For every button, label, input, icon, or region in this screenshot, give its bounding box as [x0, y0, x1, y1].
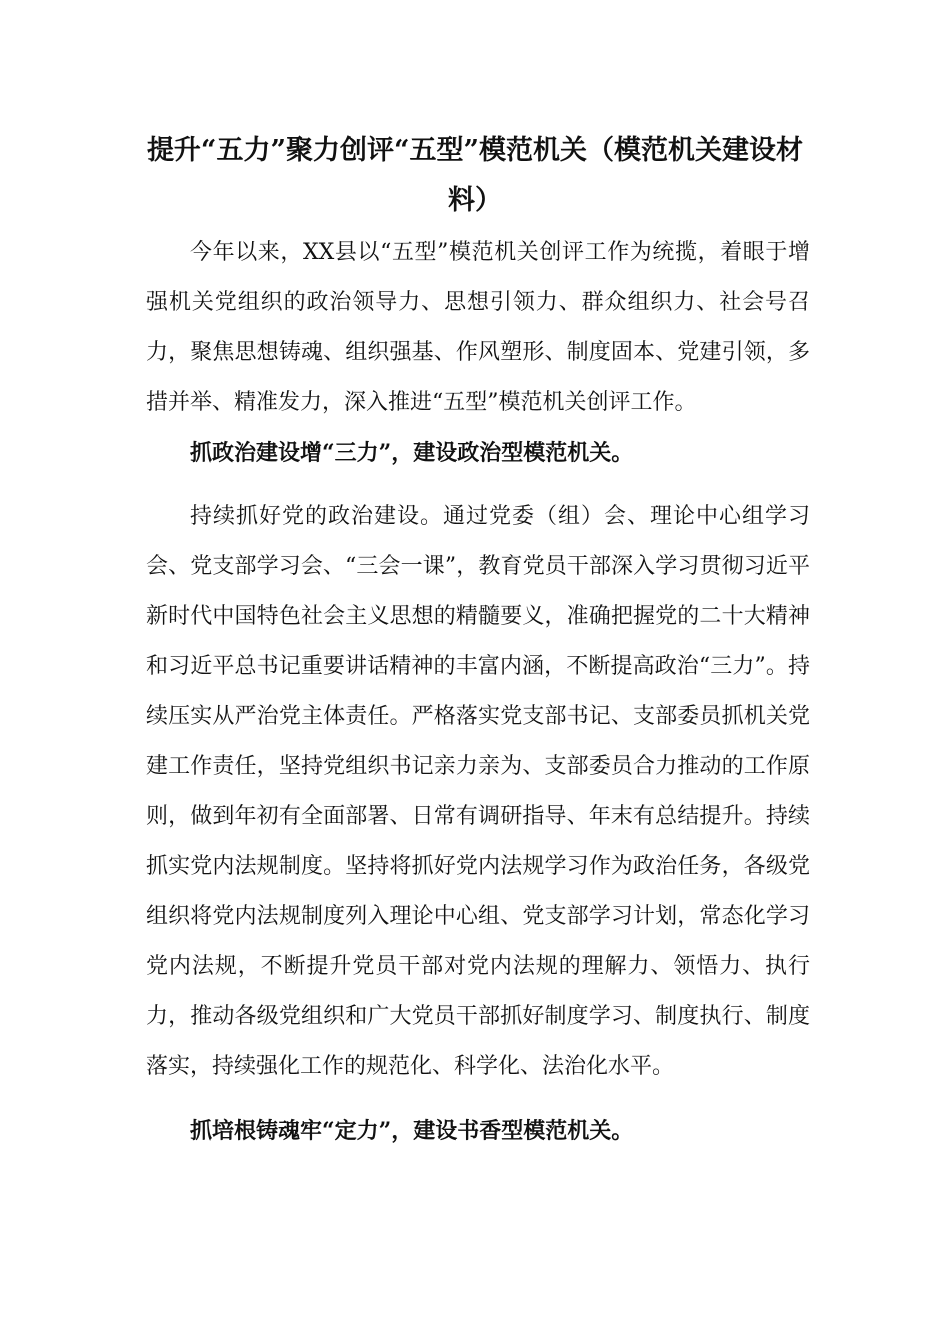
section-paragraph-political: 持续抓好党的政治建设。通过党委（组）会、理论中心组学习会、党支部学习会、“三会一课”，教育党员干部深入学习贯彻习近平新时代中国特色社会主义思想的精髓要义，准确把握党的二十大精神和习近平总书记重要讲话精神的丰富内涵，不断提高政治“三力”。持续压实从严治党主体责任。严格落实党支部书记、支部委员抓机关党建工作责任，坚持党组织书记亲力亲为、支部委员合力推动的工作原则，做到年初有全面部署、日常有调研指导、年末有总结提升。持续抓实党内法规制度。坚持将抓好党内法规学习作为政治任务，各级党组织将党内法规制度列入理论中心组、党支部学习计划，常态化学习党内法规，不断提升党员干部对党内法规的理解力、领悟力、执行力，推动各级党组织和广大党员干部抓好制度学习、制度执行、制度落实，持续强化工作的规范化、科学化、法治化水平。 [146, 504, 810, 1079]
section-heading-political: 抓政治建设增“三力”，建设政治型模范机关。 [190, 440, 634, 466]
intro-paragraph: 今年以来，XX县以“五型”模范机关创评工作为统揽，着眼于增强机关党组织的政治领导力、思想引领力、群众组织力、社会号召力，聚焦思想铸魂、组织强基、作风塑形、制度固本、党建引领，多措并举、精准发力，深入推进“五型”模范机关创评工作。 [146, 240, 810, 415]
section-heading-scholarly: 抓培根铸魂牢“定力”，建设书香型模范机关。 [190, 1118, 634, 1144]
document-body [146, 228, 810, 1156]
document-title: 提升“五力”聚力创评“五型”模范机关（模范机关建设材料） [146, 135, 804, 216]
